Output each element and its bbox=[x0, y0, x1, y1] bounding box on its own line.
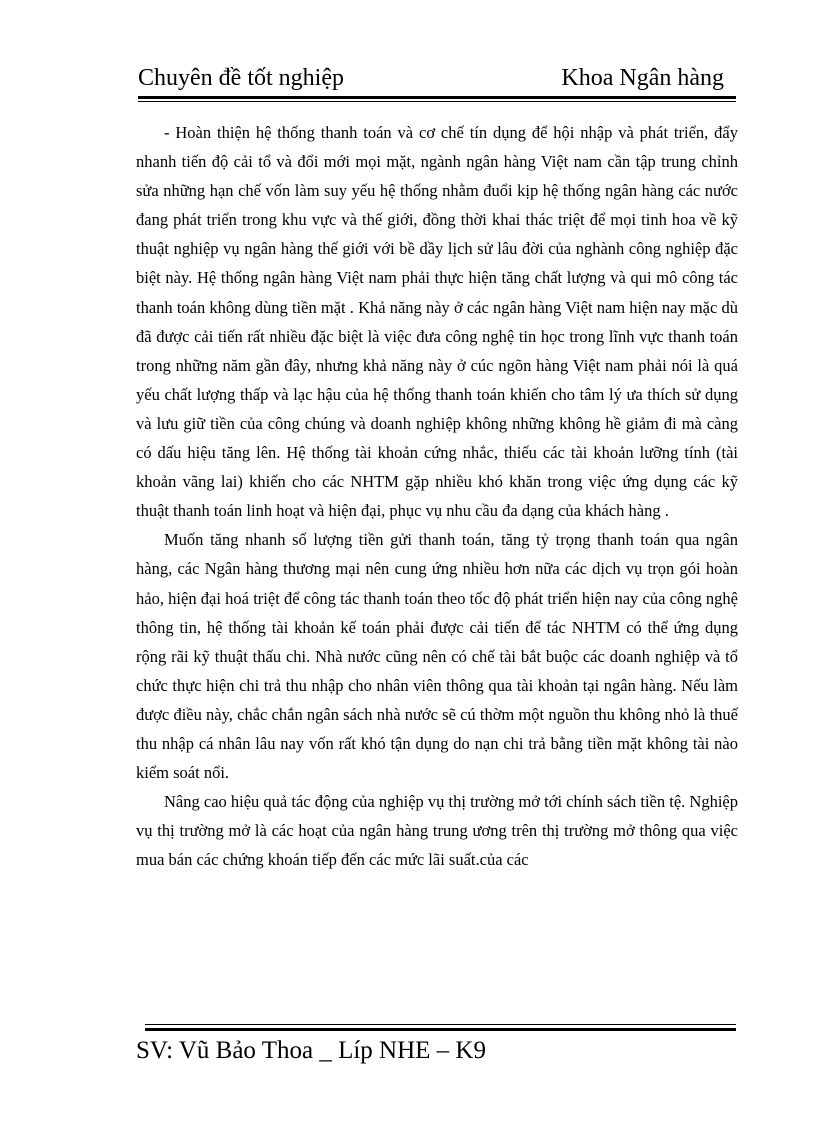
paragraph-3: Nâng cao hiệu quả tác động của nghiệp vụ thị trường mở tới chính sách tiền tệ. Nghiệp vụ thị trường mở là các hoạt của ngân hàng trung ương trên thị trường mở thông qua việc mua bán các chứng khoán tiếp đến các mức lãi suất.của các bbox=[136, 792, 738, 870]
footer-rule-thin bbox=[145, 1024, 736, 1025]
header-title-left: Chuyên đề tốt nghiệp bbox=[138, 65, 344, 91]
paragraph-2: Muốn tăng nhanh số lượng tiền gửi thanh toán, tăng tỷ trọng thanh toán qua ngân hàng, các Ngân hàng thương mại nên cung ứng nhiều hơn nữa các dịch vụ trọn gói hoàn hảo, hiện đại hoá triệt để công tác thanh toán theo tốc độ phát triển hiện nay của công nghệ thông tin, hệ thống tài khoản kế toán phải được cải tiến để tác NHTM có thể ứng dụng rộng rãi kỹ thuật thấu chi. Nhà nước cũng nên có chế tài bắt buộc các doanh nghiệp và tổ chức thực hiện chi trả thu nhập cho nhân viên thông qua tài khoản tại ngân hàng. Nếu làm được điều này, chắc chắn ngân sách nhà nước sẽ cú thờm một nguồn thu không nhỏ là thuế thu nhập cá nhân lâu nay vốn rất khó tận dụng do nạn chi trả bằng tiền mặt không tài nào kiểm soát nổi. bbox=[136, 530, 738, 783]
document-body bbox=[136, 118, 738, 874]
header-title-right: Khoa Ngân hàng bbox=[561, 65, 724, 91]
header-rule-thin bbox=[138, 101, 736, 102]
page-footer: SV: Vũ Bảo Thoa _ Líp NHE – K9 bbox=[136, 1037, 486, 1064]
footer-rule-thick bbox=[145, 1028, 736, 1031]
paragraph-1: - Hoàn thiện hệ thống thanh toán và cơ chế tín dụng để hội nhập và phát triển, đẩy nhanh tiến độ cải tổ và đổi mới mọi mặt, ngành ngân hàng Việt nam cần tập trung chỉnh sửa những hạn chế vốn làm suy yếu hệ thống nhằm đuổi kịp hệ thống ngân hàng các nước đang phát triển trong khu vực và thế giới, đồng thời khai thác triệt để mọi tinh hoa về kỹ thuật nghiệp vụ ngân hàng thế giới với bề dầy lịch sử lâu đời của nghành công nghiệp đặc biệt này. Hệ thống ngân hàng Việt nam phải thực hiện tăng chất lượng và qui mô công tác thanh toán không dùng tiền mặt . Khả năng này ở các ngân hàng Việt nam hiện nay mặc dù đã được cải tiến rất nhiều đặc biệt là việc đưa công nghệ tin học trong lĩnh vực thanh toán trong những năm gần đây, nhưng khả năng này ở cúc ngõn hàng Việt nam phải nói là quá yếu chất lượng thấp và lạc hậu của hệ thống thanh toán khiến cho tâm lý ưa thích sử dụng và lưu giữ tiền của công chúng và doanh nghiệp không những không hề giảm đi mà càng có dấu hiệu tăng lên. Hệ thống tài khoản cứng nhắc, thiếu các tài khoản lưỡng tính (tài khoản vãng lai) khiến cho các NHTM gặp nhiều khó khăn trong việc ứng dụng các kỹ thuật thanh toán linh hoạt và hiện đại, phục vụ nhu cầu đa dạng của khách hàng . bbox=[136, 123, 738, 521]
header-rule-thick bbox=[138, 96, 736, 99]
page-header bbox=[138, 62, 734, 96]
